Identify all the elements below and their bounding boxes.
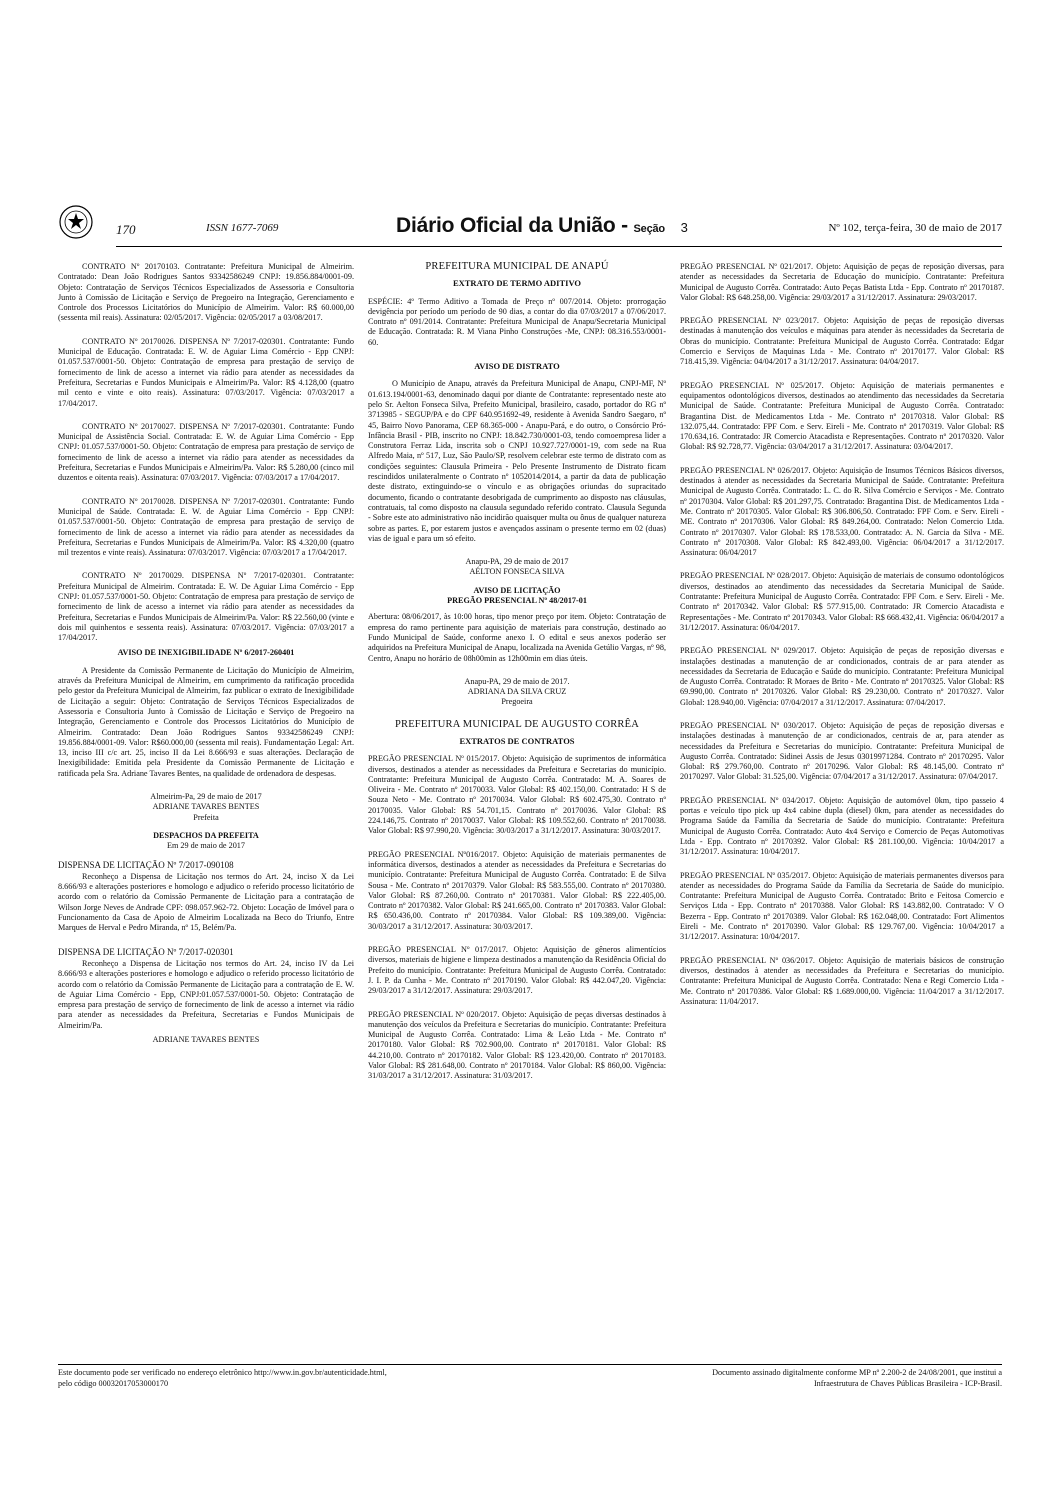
verification-url-text: Este documento pode ser verificado no endereço eletrônico http://www.in.gov.br/autenticidade.html, — [58, 1368, 387, 1377]
signatory-role: Prefeita — [193, 812, 219, 822]
signatory-name: ADRIANE TAVARES BENTES — [152, 802, 260, 812]
contract-paragraph: PREGÃO PRESENCIAL Nº 036/2017. Objeto: Aquisição de materiais básicos de construção diversos, destinados à atender as necessidades da Prefeitura e Secretarias do município. Contratante: Prefeitura Municipal de Augusto Corrêa. Contratado: Nena e Regi Comercio Ltda - Me. Contrato nº 20170386. Valor Global: R$ 1.689.000,00. Vigência: 11/04/2017 a 31/12/2017. Assinatura: 11/04/2017. — [680, 955, 1004, 1006]
section-number: 3 — [680, 220, 688, 235]
footer-rule — [58, 1364, 1002, 1365]
contract-paragraph: PREGÃO PRESENCIAL Nº 021/2017. Objeto: Aquisição de peças de reposição diversas, para atender as necessidades da Secretaria de Educação do município. Contratante: Prefeitura Municipal de Augusto Corrêa. Contratado: Auto Peças Batista Ltda - Epp. Contrato nº 20170187. Valor Global: R$ 648.258,00. Vigência: 29/03/2017 a 31/12/2017. Assinatura: 29/03/2017. — [680, 262, 1004, 302]
contract-paragraph: PREGÃO PRESENCIAL Nº 035/2017. Objeto: Aquisição de materiais permanentes diversos para atender as necessidades do Programa Saúde da Família da Secretaria de Saúde do município. Contratante: Prefeitura Municipal de Augusto Corrêa. Contratado: Brito e Feitosa Comercio e Serviços Ltda - Epp. Contrato nº 20170388. Valor Global: R$ 143.882,00. Contratado: V O Bezerra - Epp. Contrato nº 20170389. Valor Global: R$ 162.048,00. Contratado: Fort Alimentos Eireli - Me. Contrato nº 20170390. Valor Global: R$ 129.767,00. Vigência: 10/04/2017 a 31/12/2017. Assinatura: 10/04/2017. — [680, 870, 1004, 942]
page-header — [58, 200, 1002, 252]
dispatch-date: Em 29 de maio de 2017 — [167, 841, 245, 851]
contract-paragraph: CONTRATO Nº 20170027. DISPENSA Nº 7/2017-020301. Contratante: Fundo Municipal de Assistência Social. Contratada: E. W. de Aguiar Lima Comércio - Epp CNPJ: 01.057.537/0001-50. Objeto: Contratação de empresa para prestação de serviço de fornecimento de link de acesso a internet via rádio para atender as necessidades da Prefeitura, Secretarias e Fundos Municipais e Almeirim/Pa. Valor: R$ 5.280,00 (cinco mil duzentos e oitenta reais). Assinatura: 07/03/2017. Vigência: 07/03/2017 a 17/04/2017. — [58, 421, 354, 483]
verification-note — [58, 1368, 578, 1389]
section-heading: EXTRATOS DE CONTRATOS — [459, 735, 575, 746]
section-heading: DESPACHOS DA PREFEITA — [153, 830, 259, 840]
contract-paragraph: PREGÃO PRESENCIAL Nº 029/2017. Objeto: Aquisição de peças de reposição diversas e instalações destinadas a manutenção de ar condicionados, contrais de ar para atender as necessidades da Secretaria de Educação e Saúde do município. Contratante: Prefeitura Municipal de Augusto Corrêa. Contratado: R Moraes de Brito - Me. Contrato nº 20170325. Valor Global: R$ 69.990,00. Contrato nº 20170326. Valor Global: R$ 29.230,00. Contrato nº 20170327. Valor Global: 128.940,00. Vigência: 07/04/2017 a 31/12/2017. Assinatura: 07/04/2017. — [680, 646, 1004, 707]
column-1 — [58, 262, 354, 1045]
contract-paragraph: PREGÃO PRESENCIAL Nº 020/2017. Objeto: Aquisição de peças diversas destinados à manutenção dos veículos da Prefeitura e Secretarias do município. Contratante: Prefeitura Municipal de Augusto Corrêa. Contratado: Lima & Leão Ltda - Me. Contrato nº 20170180. Valor Global: R$ 702.900,00. Contrato nº 20170181. Valor Global: R$ 44.210,00. Contrato nº 20170182. Valor Global: R$ 123.420,00. Contrato nº 20170183. Valor Global: R$ 281.648,00. Contrato nº 20170184. Valor Global: R$ 860,00. Vigência: 31/03/2017 a 31/12/2017. Assinatura: 31/03/2017. — [368, 1009, 666, 1081]
signature-note-line1: Documento assinado digitalmente conforme MP nº 2.200-2 de 24/08/2001, que institui a — [712, 1368, 1002, 1377]
dispensation-title: DISPENSA DE LICITAÇÃO Nº 7/2017-090108 — [58, 859, 234, 870]
signatory-role: Pregoeira — [501, 697, 533, 707]
contract-paragraph: PREGÃO PRESENCIAL Nº 023/2017. Objeto: Aquisição de peças de reposição diversas destinadas à manutenção dos veículos e máquinas para atender às necessidades da Secretaria de Obras do município. Contratante: Prefeitura Municipal de Augusto Corrêa. Contratado: Edgar Comercio e Serviços de Maquinas Ltda - Me. Contrato nº 20170177. Valor Global: R$ 718.415,39. Vigência: 04/04/2017 a 31/12/2017. Assinatura: 04/04/2017. — [680, 316, 1004, 367]
signature-note-line2: Infraestrutura de Chaves Públicas Brasileira - ICP-Brasil. — [813, 1378, 1002, 1388]
contract-paragraph: PREGÃO PRESENCIAL Nº 028/2017. Objeto: Aquisição de materiais de consumo odontológicos diversos, destinados ao atendimento das necessidades da Secretaria Municipal de Saúde. Contratante: Prefeitura Municipal de Augusto Corrêa. Contratado: FPF Com. e Serv. Eireli - Me. Contrato nº 20170342. Valor Global: R$ 577.915,00. Contratado: JR Comercio Atacadista e Representações - Me. Contrato nº 20170343. Valor Global: R$ 668.432,41. Vigência: 06/04/2017 a 31/12/2017. Assinatura: 06/04/2017. — [680, 571, 1004, 632]
section-heading: AVISO DE INEXIGIBILIDADE Nº 6/2017-260401 — [117, 647, 295, 657]
column-3 — [680, 262, 1004, 1020]
section-subheading: PREGÃO PRESENCIAL Nº 48/2017-01 — [447, 596, 587, 606]
signature-note — [582, 1368, 1002, 1389]
issue-date: Nº 102, terça-feira, 30 de maio de 2017 — [828, 222, 1002, 234]
dispensation-text: Reconheço a Dispensa de Licitação nos termos do Art. 24, inciso X da Lei 8.666/93 e alterações posteriores e homologo e adjudico o referido processo licitatório de acordo com o relatório da Comissão Permanente de Licitação para a contratação de Wilson Jorge Neves de Andrade CPF: 098.057.962-72. Objeto: Locação de Imóvel para o Funcionamento da Casa de Apoio de Almeirim Localizada na Beco do Triunfo, Entre Marques de Herval e Pedro Miranda, nº 15, Belém/Pa. — [58, 871, 354, 933]
section-heading: AVISO DE LICITAÇÃO — [473, 585, 561, 595]
contract-paragraph: CONTRATO Nº 20170029. DISPENSA Nº 7/2017-020301. Contratante: Prefeitura Municipal de Almeirim. Contratada: E. W. De Aguiar Lima Comércio - Epp CNPJ: 01.057.537/0001-50. Objeto: Contratação de empresa para prestação de serviço de fornecimento de link de acesso a internet via rádio para atender as necessidades da Prefeitura, Secretarias e Fundos Municipais de Almeirim/Pa. Valor: R$ 22.560,00 (vinte e dois mil quinhentos e sessenta reais). Assinatura: 07/03/2017. Vigência: 07/03/2017 a 17/04/2017. — [58, 571, 354, 643]
notice-paragraph: A Presidente da Comissão Permanente de Licitação do Município de Almeirim, através da Prefeitura Municipal de Almeirim, em cumprimento da ratificação procedida pelo gestor da Prefeitura Municipal de Almeirim, faz publicar o extrato de Inexigibilidade de Licitação a seguir: Objeto: Contratação de Serviços Técnicos Especializados de Assessoria e Consultoria Junto à Comissão de Licitação e Serviço de Pregoeiro na Integração, Gerenciamento e Controle dos Processos Licitatórios do Município de Almeirim. Contratado: Dean João Rodrigues Santos 93342586249 CNPJ: 19.856.884/0001-09. Valor: R$60.000,00 (sessenta mil reais). Fundamentação Legal: Art. 13, inciso III c/c art. 25, inciso II da Lei 8.666/93 e suas alterações. Declaração de Inexigibilidade: Emitida pela Presidente da Comissão Permanente de Licitação e ratificada pela Sra. Adriane Tavares Bentes, na qualidade de ordenadora de despesas. — [58, 665, 354, 778]
place-date: Anapu-PA, 29 de maio de 2017 — [465, 557, 569, 567]
contract-paragraph: PREGÃO PRESENCIAL Nº 026/2017. Objeto: Aquisição de Insumos Técnicos Básicos diversos, destinados à atender as necessidades da Secretaria Municipal de Saúde. Contratante: Prefeitura Municipal de Augusto Corrêa. Contratado: L. C. do R. Silva Comércio e Serviços - Me. Contrato nº 20170304. Valor Global: R$ 201.297,75. Contratado: Bragantina Dist. de Medicamentos Ltda - Me. Contrato nº 20170305. Valor Global: R$ 306.806,50. Contratado: FPF Com. e Serv. Eireli - ME. Contrato nº 20170306. Valor Global: R$ 849.264,00. Contratado: Nelon Comercio Ltda. Contrato nº 20170307. Valor Global: R$ 178.533,00. Contratado: A. N. Garcia da Silva - ME. Contrato nº 20170308. Valor Global: R$ 842.493,00. Vigência: 06/04/2017 a 31/12/2017. Assinatura: 06/04/2017 — [680, 465, 1004, 558]
contract-paragraph: CONTRATO Nº 20170026. DISPENSA Nº 7/2017-020301. Contratante: Fundo Municipal de Educação. Contratada: E. W. de Aguiar Lima Comércio - Epp CNPJ: 01.057.537/0001-50. Objeto: Contratação de empresa para prestação de serviço de fornecimento de link de acesso a internet via rádio para atender as necessidades da Prefeitura, Secretarias e Fundos Municipais e Almeirim/Pa. Valor: R$ 4.128,00 (quatro mil cento e vinte e oito reais). Assinatura: 07/03/2017. Vigência: 07/03/2017 a 17/04/2017. — [58, 336, 354, 408]
publication-title: Diário Oficial da União - Seção 3 — [396, 214, 688, 237]
organization-title: PREFEITURA MUNICIPAL DE ANAPÚ — [425, 261, 609, 272]
place-date: Anapu-PA, 29 de maio de 2017. — [464, 676, 570, 686]
contract-paragraph: PREGÃO PRESENCIAL Nº 030/2017. Objeto: Aquisição de peças de reposição diversas e instalações destinadas à manutenção de ar condicionados, centrais de ar, para atender as necessidades da Prefeitura e Secretarias do município. Contratante: Prefeitura Municipal de Augusto Corrêa. Contratado: Sidinei Assis de Jesus 03019971284. Contrato nº 20170295. Valor Global: R$ 279.760,00. Contrato nº 20170296. Valor Global: R$ 48.145,00. Contrato nº 20170297. Valor Global: 31.525,00. Vigência: 07/04/2017 a 31/12/2017. Assinatura: 07/04/2017. — [680, 720, 1004, 782]
signatory-name: ADRIANE TAVARES BENTES — [152, 1035, 260, 1044]
signatory-name: ADRIANA DA SILVA CRUZ — [467, 687, 567, 697]
contract-paragraph: PREGÃO PRESENCIAL Nº016/2017. Objeto: Aquisição de materiais permanentes de informática diversos, destinados a atender as necessidades da Prefeitura e Secretarias do município. Contratante: Prefeitura Municipal de Augusto Corrêa. Contratado: E de Silva Sousa - Me. Contrato nº 20170379. Valor Global: R$ 583.555,00. Contrato nº 20170380. Valor Global: R$ 87.260,00. Contrato nº 20170381. Valor Global: R$ 222.405,00. Contrato nº 20170382. Valor Global: R$ 241.665,00. Contrato nº 20170383. Valor Global: R$ 650.436,00. Contrato nº 20170384. Valor Global: R$ 109.389,00. Vigência: 30/03/2017 a 31/12/2017. Assinatura: 30/03/2017. — [368, 849, 666, 931]
amendment-paragraph: ESPÉCIE: 4º Termo Aditivo a Tomada de Preço nº 007/2014. Objeto: prorrogação devigência por período um período de 90 dias, a contar do dia 07/03/2017 a 07/06/2017. Contrato nº 091/2014. Contratante: Prefeitura Municipal de Anapu/Secretaria Municipal de Educação. Contratada: R. M Viana Pinho Construções -Me, CNPJ: 08.316.553/0001-60. — [368, 296, 666, 347]
contract-paragraph: CONTRATO Nº 20170028. DISPENSA Nº 7/2017-020301. Contratante: Fundo Municipal de Saúde. Contratada: E. W. de Aguiar Lima Comércio - Epp CNPJ: 01.057.537/0001-50. Objeto: Contratação de empresa para prestação de serviço de fornecimento de link de acesso a internet via rádio para atender as necessidades da Prefeitura, Secretarias e Fundos Municipais de Almeirim/Pa. Valor: R$ 4.320,00 (quatro mil trezentos e vinte reais). Assinatura: 07/03/2017. Vigência: 07/03/2017 a 17/04/2017. — [58, 496, 354, 558]
verification-code: pelo código 00032017053000170 — [58, 1378, 169, 1388]
contract-paragraph: CONTRATO Nº 20170103. Contratante: Prefeitura Municipal de Almeirim. Contratado: Dean João Rodrigues Santos 93342586249 CNPJ: 19.856.884/0001-09. Objeto: Contratação de Serviços Técnicos Especializados de Assessoria e Consultoria Junto à Comissão de Licitação e Serviço de Pregoeiro na Integração, Gerenciamento e Controle dos Processos Licitatórios do Município de Almeirim. Valor: R$ 60.000,00 (sessenta mil reais). Assinatura: 02/05/2017. Vigência: 02/05/2017 a 03/08/2017. — [58, 262, 354, 323]
place-date: Almeirim-Pa, 29 de maio de 2017 — [150, 792, 262, 802]
distrato-paragraph: O Município de Anapu, através da Prefeitura Municipal de Anapu, CNPJ-MF, Nº 01.613.194/0001-63, denominado daqui por diante de Contratante: representado neste ato pelo Sr. Aelton Fonseca Silva, Prefeito Municipal, brasileiro, casado, portador do RG nº 3713985 - SEGUP/PA e do CPF 640.951692-49, residente à Avenida Sandro Saegaro, nº 45, Bairro Novo Panorama, CEP 68.365-000 - Anapu-Pará, e do outro, o Consórcio Pró-Infância Brasil - PIB, inscrito no CNPJ: 18.842.730/0001-03, tendo comoempresa lider a Construtora Ferraz Lida, inscrita sob o CNPJ 10.927.727/0001-19, com sede na Rua Alfredo Maia, nº 517, Luz, São Paulo/SP, resolvem celebrar este termo de distrato com as condições seguintes: Clausula Primeira - Pelo Presente Instrumento de Distrato ficam rescindidos unilateralmente o Contrato nº 1052014/2014, a partir da data de publicação deste distrato, extinguindo-se o vínculo e as obrigações oriundas do supracitado documento, ficando o contratante desobrigada de cumprimento ao disposto nas cláusulas, contratuais, tal como disposto na clausula segundado referido contrato. Clausula Segunda - Sobre este ato administrativo não incidirão quaisquer multa ou ônus de qualquer natureza sobre as partes. E, por estarem justos e avençados assinam o presente termo em 02 (duas) vias de igual e para um só efeito. — [368, 379, 666, 543]
header-rule — [116, 246, 1002, 247]
issn: ISSN 1677-7069 — [206, 222, 279, 234]
column-2 — [368, 262, 666, 1095]
page-number: 170 — [116, 222, 136, 237]
dispensation-text: Reconheço a Dispensa de Licitação nos termos do Art. 24, inciso IV da Lei 8.666/93 e alterações posteriores e homologo e adjudico o referido processo licitatório de acordo com o relatório da Comissão Permanente de Licitação para a contratação de E. W. de Aguiar Lima Comércio - Epp, CNPJ:01.057.537/0001-50. Objeto: Contratação de empresa para prestação de serviço de fornecimento de link de acesso a internet via rádio para atender as necessidades da Prefeitura, Secretarias e Fundos Municipais de Almeirim/Pa. — [58, 958, 354, 1030]
organization-title: PREFEITURA MUNICIPAL DE AUGUSTO CORRÊA — [394, 718, 640, 730]
contract-paragraph: PREGÃO PRESENCIAL Nº 025/2017. Objeto: Aquisição de materiais permanentes e equipamentos odontológicos diversos, destinados ao atendimento das necessidades da Secretaria Municipal de Saúde. Contratante: Prefeitura Municipal de Augusto Corrêa. Contratado: Bragantina Dist. de Medicamentos Ltda - Me. Contrato nº 20170318. Valor Global: R$ 132.075,44. Contratado: FPF Com. e Serv. Eireli - Me. Contrato nº 20170319. Valor Global: R$ 170.634,16. Contratado: JR Comercio Atacadista e Representações. Contrato nº 20170320. Valor Global: R$ 92.728,77. Vigência: 03/04/2017 a 31/12/2017. Assinatura: 03/04/2017. — [680, 380, 1004, 452]
contract-paragraph: PREGÃO PRESENCIAL Nº 015/2017. Objeto: Aquisição de suprimentos de informática diversos, destinados a atender as necessidades da Prefeitura e Secretarias do município. Contratante: Prefeitura Municipal de Augusto Corrêa. Contratado: M. A. Soares de Oliveira - Me. Contrato nº 20170033. Valor Global: R$ 402.150,00. Contratado: H S de Souza Neto - Me. Contrato nº 20170034. Valor Global: R$ 602.475,30. Contrato nº 20170035. Valor Global: R$ 54.701,15. Contrato nº 20170036. Valor Global: R$ 224.146,75. Contrato nº 20170037. Valor Global: R$ 109.552,60. Contrato nº 20170038. Valor Global: R$ 97.990,20. Vigência: 30/03/2017 a 31/12/2017. Assinatura: 30/03/2017. — [368, 754, 666, 836]
coat-of-arms-icon — [58, 204, 94, 240]
section-label: Seção — [633, 223, 665, 235]
tender-paragraph: Abertura: 08/06/2017, às 10:00 horas, tipo menor preço por item. Objeto: Contratação de empresa do ramo pertinente para aquisição de materiais para construção, destinado ao Fundo Municipal de Saúde, conforme anexo I. O edital e seus anexos poderão ser adquiridos na Prefeitura Municipal de Anapu, localizada na Avenida Getúlio Vargas, nº 98, Centro, Anapu no horário de 08h00min as 12h00min em dias úteis. — [368, 612, 666, 663]
dispensation-title: DISPENSA DE LICITAÇÃO Nº 7/2017-020301 — [58, 946, 234, 957]
signatory-name: AÉLTON FONSECA SILVA — [469, 567, 565, 577]
contract-paragraph: PREGÃO PRESENCIAL Nº 017/2017. Objeto: Aquisição de gêneros alimentícios diversos, materiais de higiene e limpeza destinados a manutenção da Residência Oficial do Prefeito do município. Contratante: Prefeitura Municipal de Augusto Corrêa. Contratado: J. I. P. da Cunha - Me. Contrato nº 20170190. Valor Global: R$ 442.047,20. Vigência: 29/03/2017 a 31/12/2017. Assinatura: 29/03/2017. — [368, 945, 666, 996]
title-text: Diário Oficial da União — [396, 214, 616, 237]
section-heading: EXTRATO DE TERMO ADITIVO — [452, 278, 582, 289]
contract-paragraph: PREGÃO PRESENCIAL Nº 034/2017. Objeto: Aquisição de automóvel 0km, tipo passeio 4 portas e veículo tipo pick up 4x4 cabine dupla (diesel) 0km, para atender as necessidades do Programa Saúde da Família da Secretaria de Saúde do município. Contratante: Prefeitura Municipal de Augusto Corrêa. Contratado: Auto 4x4 Serviço e Comercio de Peças Automotivas Ltda - Epp. Contrato nº 20170392. Valor Global: R$ 281.100,00. Vigência: 10/04/2017 a 31/12/2017. Assinatura: 10/04/2017. — [680, 795, 1004, 857]
section-heading: AVISO DE DISTRATO — [474, 361, 560, 372]
